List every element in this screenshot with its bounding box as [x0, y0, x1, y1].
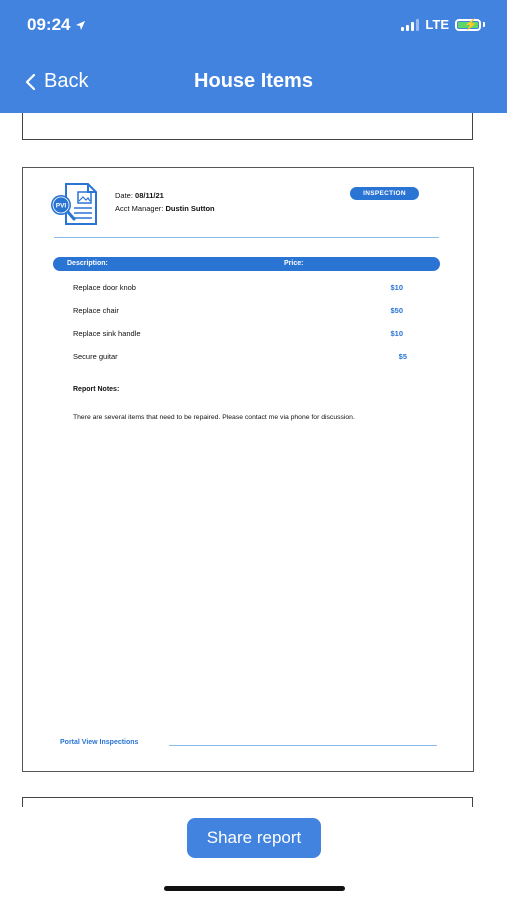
network-label: LTE: [425, 17, 449, 32]
home-indicator[interactable]: [164, 886, 345, 891]
item-price: $5: [398, 352, 407, 361]
table-row: [73, 306, 403, 318]
header-divider: [54, 237, 439, 238]
nav-header: [0, 0, 507, 113]
battery-cap: [483, 22, 485, 27]
status-indicators: [401, 17, 485, 32]
item-price: $10: [390, 329, 403, 338]
inspection-badge: INSPECTION: [350, 187, 419, 200]
status-time: [27, 15, 86, 35]
report-notes-text: There are several items that need to be repaired. Please contact me via phone for discussion.: [73, 414, 355, 421]
table-row: [73, 329, 403, 341]
logo-text: PVI: [55, 202, 67, 210]
item-price: $10: [390, 283, 403, 292]
items-table-header: [53, 257, 440, 271]
status-time-text: 09:24: [27, 15, 71, 34]
previous-page-edge: [22, 113, 473, 140]
report-page: [22, 167, 474, 772]
footer-divider: [169, 745, 437, 746]
report-date: Date: 08/11/21: [115, 191, 164, 200]
item-description: Secure guitar: [73, 352, 118, 361]
next-page-edge: [22, 797, 473, 807]
item-description: Replace door knob: [73, 283, 136, 292]
table-row: [73, 283, 403, 295]
share-report-button[interactable]: Share report: [187, 818, 321, 858]
back-button[interactable]: [24, 70, 88, 93]
table-row: [73, 352, 407, 364]
item-description: Replace chair: [73, 306, 119, 315]
back-label: Back: [44, 70, 89, 92]
price-header: Price:: [284, 260, 304, 267]
pvi-logo-icon: [50, 182, 102, 226]
footer-brand: Portal View Inspections: [60, 739, 139, 746]
item-description: Replace sink handle: [73, 329, 141, 338]
item-price: $50: [390, 306, 403, 315]
cellular-signal-icon: [401, 19, 419, 31]
battery-icon: ⚡: [455, 19, 481, 31]
page-title: House Items: [194, 70, 313, 92]
report-notes-label: Report Notes:: [73, 386, 120, 393]
chevron-left-icon: [24, 73, 36, 91]
account-manager: Acct Manager: Dustin Sutton: [115, 204, 215, 213]
location-arrow-icon: [75, 20, 86, 31]
description-header: Description:: [67, 260, 108, 267]
